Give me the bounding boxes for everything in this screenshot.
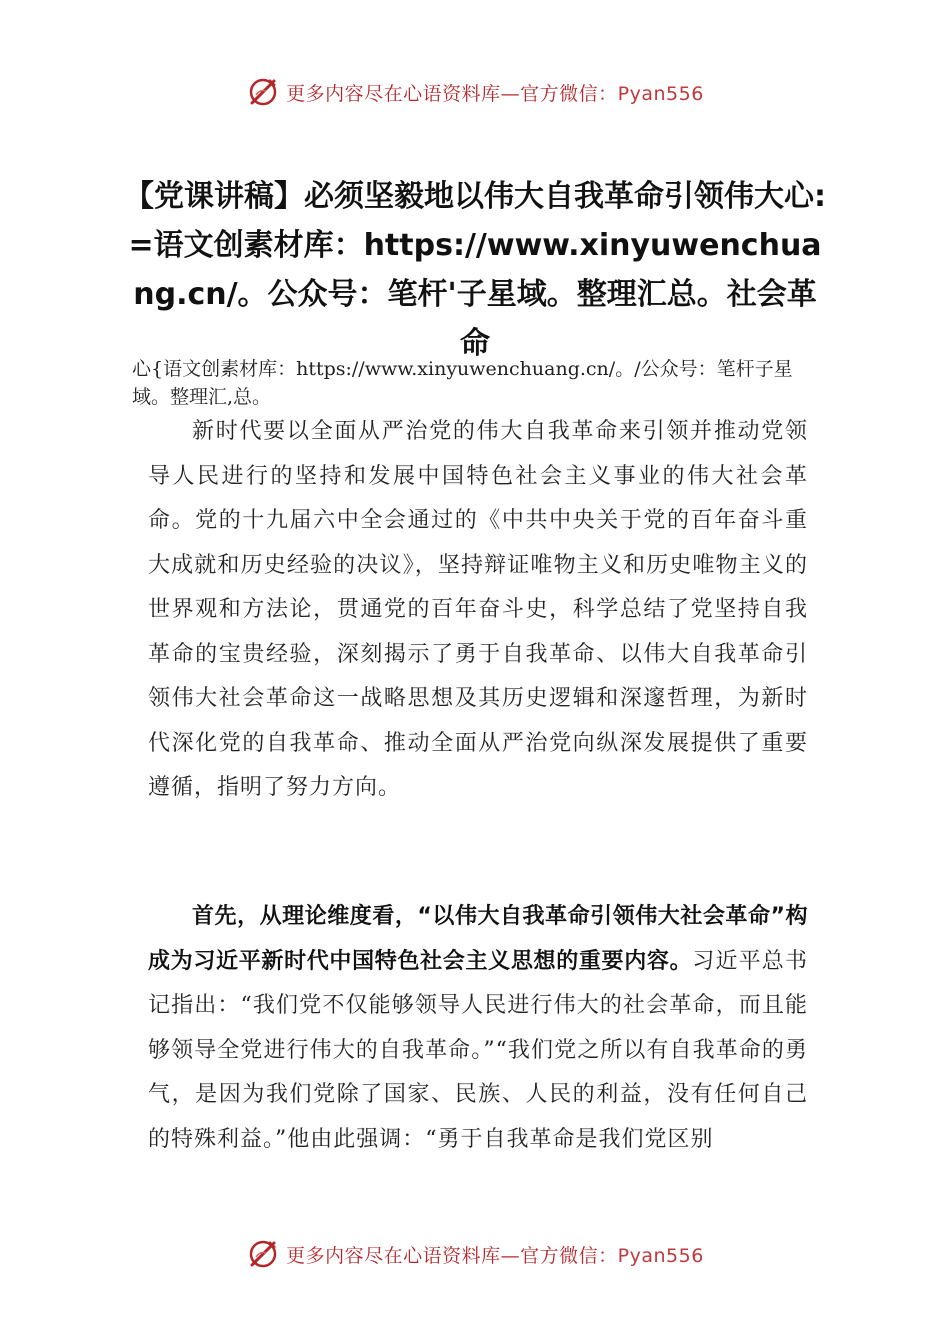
banner-text: 更多内容尽在心语资料库—官方微信：Pyan556 [286,1244,704,1267]
body-paragraph-1: 新时代要以全面从严治党的伟大自我革命来引领并推动党领导人民进行的坚持和发展中国特色社会主义事业的伟大社会革命。党的十九届六中全会通过的《中共中央关于党的百年奋斗重大成就和历史经验的决议》，坚持辩证唯物主义和历史唯物主义的世界观和方法论，贯通党的百年奋斗史，科学总结了党坚持自我革命的宝贵经验，深刻揭示了勇于自我革命、以伟大自我革命引领伟大社会革命这一战略思想及其历史逻辑和深邃哲理，为新时代深化党的自我革命、推动全面从严治党向纵深发展提供了重要遵循，指明了努力方向。 [148,419,808,800]
source-line: 心{语文创素材库：https://www.xinyuwenchuang.cn/。/公众号：笔杆子星域。整理汇,总。 [132,358,793,408]
footer-banner [0,1232,950,1276]
document-title: 【党课讲稿】必须坚毅地以伟大自我革命引领伟大心:=语文创素材库：https://www.xinyuwenchuang.cn/。公众号：笔杆'子星域。整理汇总。社会革命 [124,179,826,361]
body-paragraph-2 [148,895,808,1162]
pen-logo-icon [246,1237,280,1271]
paragraph-lead-sentence: 首先，从理论维度看，“以伟大自我革命引领伟大社会革命”构成为习近平新时代中国特色社会主义思想的重要内容。 [148,904,808,974]
banner-wechat-handle: Pyan556 [617,82,704,105]
banner-text: 更多内容尽在心语资料库—官方微信：Pyan556 [286,82,704,105]
pen-logo-icon [246,75,280,109]
banner-wechat-handle: Pyan556 [617,1244,704,1267]
paragraph-body-text: 习近平总书记指出：“我们党不仅能够领导人民进行伟大的社会革命，而且能够领导全党进行伟大的自我革命。”“我们党之所以有自我革命的勇气，是因为我们党除了国家、民族、人民的利益，没有任何自己的特殊利益。”他由此强调：“勇于自我革命是我们党区别 [148,948,808,1152]
header-banner [0,70,950,114]
